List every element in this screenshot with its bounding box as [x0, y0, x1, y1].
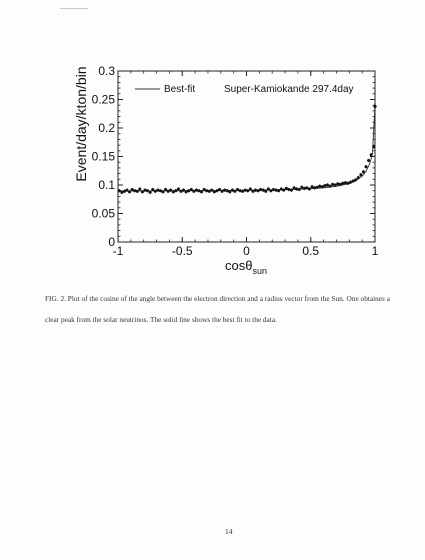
data-point [131, 188, 134, 191]
data-point [259, 188, 262, 191]
data-point [118, 189, 121, 192]
data-point [272, 188, 275, 191]
data-point [331, 183, 334, 186]
data-point [326, 184, 329, 187]
data-point [136, 190, 139, 193]
y-tick-label: 0.3 [98, 64, 115, 78]
data-point [308, 187, 311, 190]
data-point [128, 190, 131, 193]
data-point [344, 181, 347, 184]
data-point [305, 186, 308, 189]
data-point [359, 173, 362, 176]
data-point [141, 190, 144, 193]
data-point [205, 189, 208, 192]
data-point [226, 189, 229, 192]
data-point [120, 191, 123, 194]
data-point [143, 189, 146, 192]
data-point [192, 190, 195, 193]
data-point [311, 185, 314, 188]
data-point [244, 189, 247, 192]
data-points [118, 102, 377, 194]
data-point [241, 190, 244, 193]
data-point [208, 190, 211, 193]
data-point [203, 188, 206, 191]
data-point [334, 184, 337, 187]
data-point [282, 189, 285, 192]
data-point [149, 191, 152, 194]
data-point [341, 182, 344, 185]
data-point [370, 153, 373, 156]
data-point [231, 189, 234, 192]
data-point [362, 170, 365, 173]
data-point [257, 189, 260, 192]
data-point [195, 189, 198, 192]
data-point [347, 182, 350, 185]
data-point [249, 187, 252, 190]
data-point [262, 189, 265, 192]
data-point [154, 190, 157, 193]
data-point [354, 178, 357, 181]
data-point [233, 190, 236, 193]
x-tick-label: 0.5 [302, 244, 320, 258]
data-point [182, 189, 185, 192]
x-tick-label: 0 [243, 244, 250, 258]
data-point [177, 187, 180, 190]
data-point [329, 185, 332, 188]
outlier-point [373, 105, 376, 108]
data-point [164, 188, 167, 191]
data-point [318, 185, 321, 188]
data-point [336, 182, 339, 185]
data-point [313, 186, 316, 189]
y-tick-label: 0.1 [98, 178, 115, 192]
page-number: 14 [225, 527, 233, 536]
data-point [267, 187, 270, 190]
data-point [133, 189, 136, 192]
data-point [187, 189, 190, 192]
y-axis-label: Event/day/kton/bin [73, 66, 89, 182]
data-point [218, 188, 221, 191]
data-point [303, 187, 306, 190]
data-point [123, 190, 126, 193]
data-point [277, 189, 280, 192]
y-tick-label: 0.25 [91, 92, 115, 107]
data-point [321, 185, 324, 188]
data-point [185, 190, 188, 193]
data-point [179, 190, 182, 193]
data-point [221, 190, 224, 193]
best-fit-layer [118, 105, 375, 191]
best-fit-line [118, 105, 375, 191]
data-point [223, 189, 226, 192]
data-point [236, 188, 239, 191]
data-point [174, 189, 177, 192]
figure-caption: FIG. 2. Plot of the cosine of the angle between the electron direction and a radius vector from the Sun. One obtaines a clear peak from the solar neutrinos. The solid line shows the best fit to the data. [45, 294, 390, 324]
data-point [339, 183, 342, 186]
x-axis-label: cosθ$_{sun}$ [225, 258, 267, 276]
x-tick-label: -0.5 [171, 244, 193, 258]
data-point [300, 186, 303, 189]
data-point [285, 187, 288, 190]
data-point [352, 180, 355, 183]
data-point [280, 187, 283, 190]
data-point [215, 189, 218, 192]
data-point [159, 189, 162, 192]
data-point [372, 145, 375, 148]
data-point [239, 189, 242, 192]
data-point [290, 189, 293, 192]
legend [135, 84, 195, 95]
data-point [287, 188, 290, 191]
axes [118, 71, 375, 242]
plot-frame [118, 71, 375, 242]
data-point [246, 189, 249, 192]
data-point [365, 165, 368, 168]
data-point [213, 190, 216, 193]
data-point [190, 188, 193, 191]
chart-annotation: Super-Kamiokande 297.4day [224, 84, 354, 95]
data-point [269, 189, 272, 192]
data-point [254, 189, 257, 192]
data-point [169, 189, 172, 192]
data-point [228, 190, 231, 193]
legend-label: Best-fit [164, 84, 196, 95]
data-point [200, 190, 203, 193]
data-point [172, 190, 175, 193]
data-point [323, 184, 326, 187]
x-tick-label: -1 [112, 244, 124, 258]
data-point [210, 189, 213, 192]
y-tick-label: 0.05 [91, 206, 115, 221]
data-point [151, 188, 154, 191]
data-point [167, 190, 170, 193]
data-point [295, 187, 298, 190]
x-tick-label: 1 [371, 244, 379, 258]
y-tick-label: 0 [108, 235, 115, 249]
data-point [138, 187, 141, 190]
data-point [349, 181, 352, 184]
data-point [367, 159, 370, 162]
data-point [161, 190, 164, 193]
data-point [357, 176, 360, 179]
data-point [146, 189, 149, 192]
data-point [197, 189, 200, 192]
y-tick-label: 0.15 [91, 149, 115, 164]
data-point [251, 190, 254, 193]
data-point [316, 186, 319, 189]
data-point [125, 189, 128, 192]
y-tick-label: 0.2 [98, 121, 115, 135]
data-point [298, 188, 301, 191]
data-point [264, 190, 267, 193]
data-point [293, 186, 296, 189]
data-point [156, 189, 159, 192]
data-point [275, 189, 278, 192]
